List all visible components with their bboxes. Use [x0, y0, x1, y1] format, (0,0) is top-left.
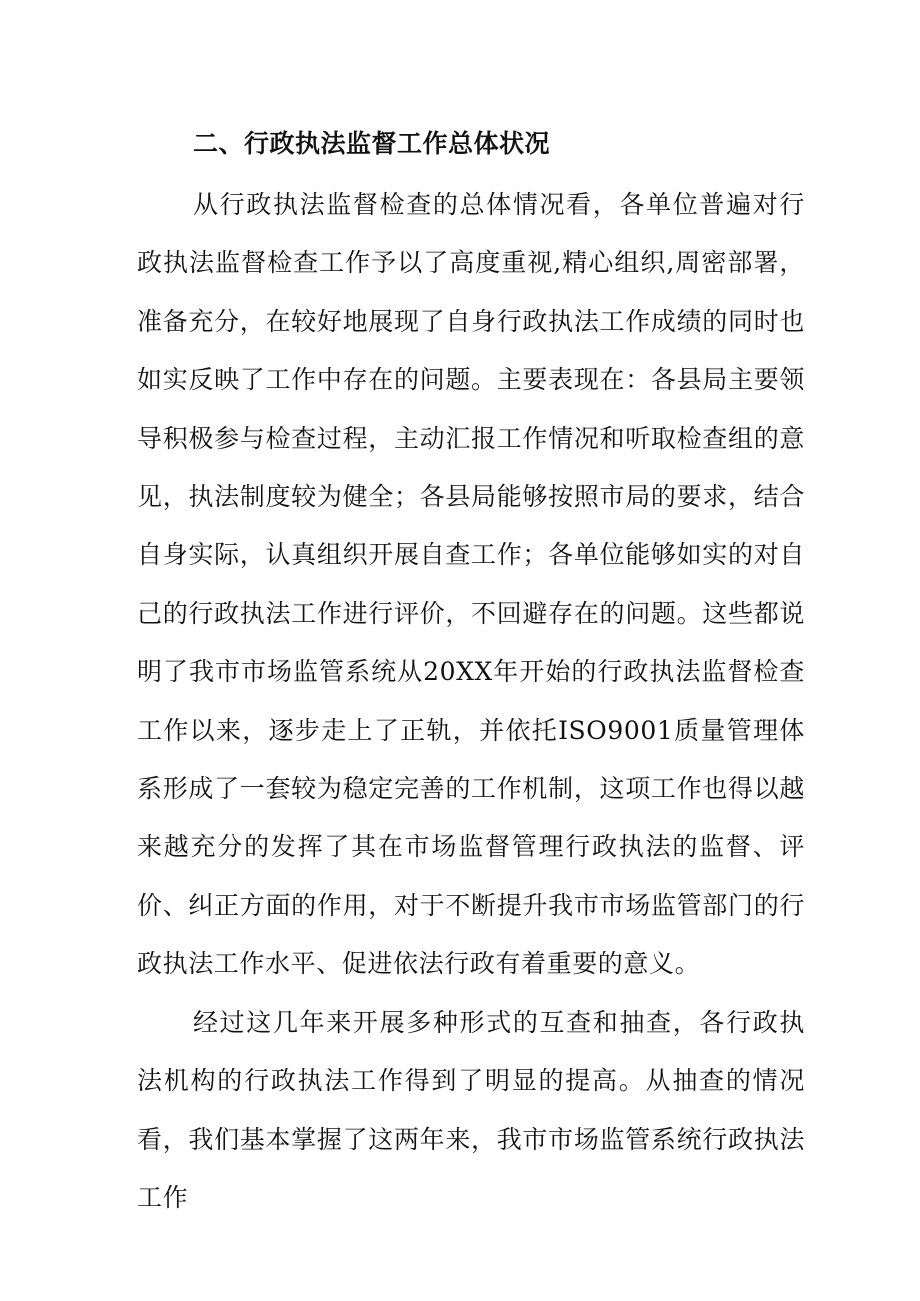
paragraph-overall-situation: 从行政执法监督检查的总体情况看，各单位普遍对行政执法监督检查工作予以了高度重视,精心组织,周密部署，准备充分，在较好地展现了自身行政执法工作成绩的同时也如实反映了工作中存在的问题。主要表现在：各县局主要领导积极参与检查过程，主动汇报工作情况和听取检查组的意见，执法制度较为健全；各县局能够按照市局的要求，结合自身实际，认真组织开展自查工作；各单位能够如实的对自己的行政执法工作进行评价，不回避存在的问题。这些都说明了我市市场监管系统从20XX年开始的行政执法监督检查工作以来，逐步走上了正轨，并依托ISO9001质量管理体系形成了一套较为稳定完善的工作机制，这项工作也得以越来越充分的发挥了其在市场监督管理行政执法的监督、评价、纠正方面的作用，对于不断提升我市市场监管部门的行政执法工作水平、促进依法行政有着重要的意义。: [137, 190, 805, 979]
section-heading: 二、行政执法监督工作总体状况: [193, 129, 551, 158]
document-body: [137, 118, 805, 1227]
paragraph-inspection-results: 经过这几年来开展多种形式的互查和抽查，各行政执法机构的行政执法工作得到了明显的提高。从抽查的情况看，我们基本掌握了这两年来，我市市场监管系统行政执法工作: [137, 1007, 805, 1212]
